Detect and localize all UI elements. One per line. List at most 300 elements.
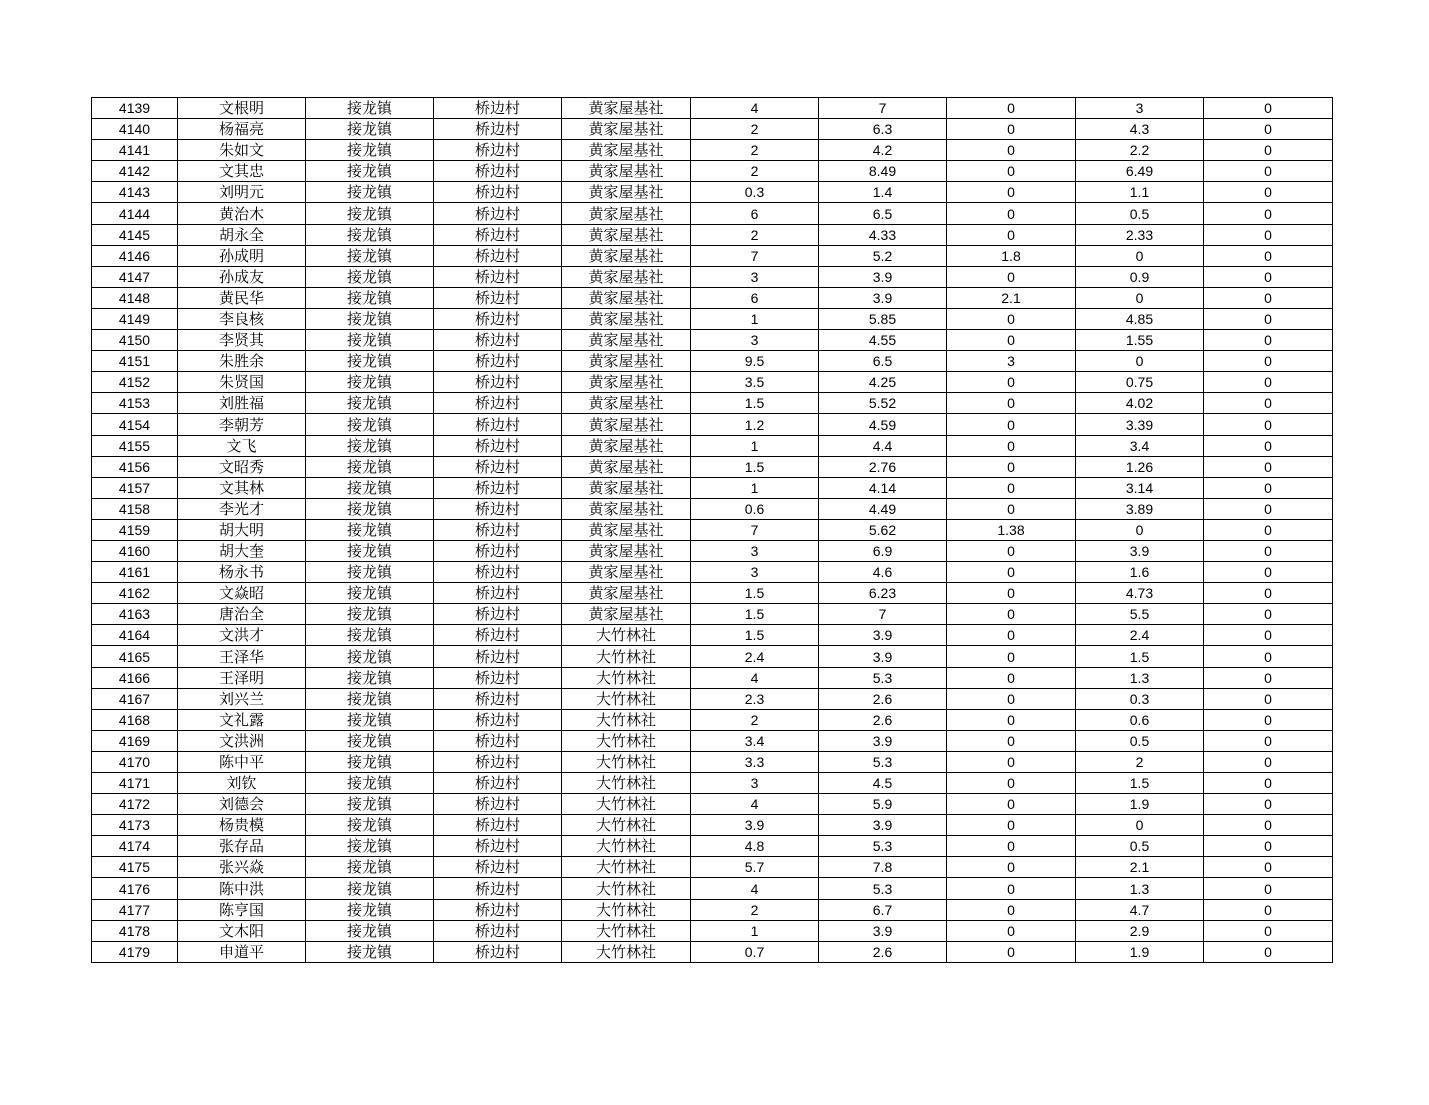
town-cell: 接龙镇 <box>306 414 434 435</box>
value-cell-4: 3.14 <box>1076 477 1204 498</box>
name-cell: 文礼露 <box>178 709 306 730</box>
town-cell: 接龙镇 <box>306 245 434 266</box>
data-table <box>91 97 1333 963</box>
town-cell: 接龙镇 <box>306 140 434 161</box>
value-cell-1: 7 <box>691 245 819 266</box>
village-cell: 桥边村 <box>434 203 562 224</box>
value-cell-1: 3.4 <box>691 730 819 751</box>
value-cell-4: 5.5 <box>1076 604 1204 625</box>
value-cell-3: 1.8 <box>947 245 1076 266</box>
id-cell: 4141 <box>92 140 178 161</box>
value-cell-5: 0 <box>1204 540 1333 561</box>
village-cell: 桥边村 <box>434 836 562 857</box>
value-cell-5: 0 <box>1204 899 1333 920</box>
value-cell-4: 2 <box>1076 751 1204 772</box>
name-cell: 刘钦 <box>178 773 306 794</box>
value-cell-2: 3.9 <box>819 646 947 667</box>
name-cell: 文根明 <box>178 98 306 119</box>
name-cell: 张兴焱 <box>178 857 306 878</box>
village-cell: 桥边村 <box>434 498 562 519</box>
value-cell-2: 5.2 <box>819 245 947 266</box>
value-cell-3: 0 <box>947 688 1076 709</box>
village-cell: 桥边村 <box>434 287 562 308</box>
table-row <box>92 182 1333 203</box>
value-cell-2: 4.33 <box>819 224 947 245</box>
table-row <box>92 604 1333 625</box>
table-row <box>92 456 1333 477</box>
value-cell-5: 0 <box>1204 730 1333 751</box>
village-cell: 桥边村 <box>434 393 562 414</box>
table-row <box>92 266 1333 287</box>
value-cell-1: 3 <box>691 773 819 794</box>
village-cell: 桥边村 <box>434 519 562 540</box>
table-row <box>92 836 1333 857</box>
name-cell: 张存品 <box>178 836 306 857</box>
table-row <box>92 351 1333 372</box>
id-cell: 4148 <box>92 287 178 308</box>
group-cell: 大竹林社 <box>562 815 691 836</box>
id-cell: 4178 <box>92 920 178 941</box>
value-cell-2: 4.2 <box>819 140 947 161</box>
value-cell-4: 2.9 <box>1076 920 1204 941</box>
table-row <box>92 477 1333 498</box>
table-row <box>92 625 1333 646</box>
value-cell-3: 0 <box>947 773 1076 794</box>
table-row <box>92 203 1333 224</box>
group-cell: 大竹林社 <box>562 730 691 751</box>
value-cell-5: 0 <box>1204 562 1333 583</box>
value-cell-5: 0 <box>1204 709 1333 730</box>
town-cell: 接龙镇 <box>306 625 434 646</box>
village-cell: 桥边村 <box>434 646 562 667</box>
group-cell: 黄家屋基社 <box>562 203 691 224</box>
id-cell: 4169 <box>92 730 178 751</box>
value-cell-3: 0 <box>947 709 1076 730</box>
value-cell-3: 0 <box>947 498 1076 519</box>
value-cell-1: 4 <box>691 878 819 899</box>
value-cell-1: 2 <box>691 709 819 730</box>
name-cell: 刘兴兰 <box>178 688 306 709</box>
value-cell-1: 1.2 <box>691 414 819 435</box>
village-cell: 桥边村 <box>434 751 562 772</box>
group-cell: 黄家屋基社 <box>562 161 691 182</box>
value-cell-4: 0 <box>1076 287 1204 308</box>
village-cell: 桥边村 <box>434 625 562 646</box>
value-cell-4: 1.3 <box>1076 667 1204 688</box>
id-cell: 4161 <box>92 562 178 583</box>
group-cell: 黄家屋基社 <box>562 308 691 329</box>
group-cell: 黄家屋基社 <box>562 98 691 119</box>
value-cell-3: 0 <box>947 224 1076 245</box>
value-cell-1: 7 <box>691 519 819 540</box>
group-cell: 黄家屋基社 <box>562 287 691 308</box>
name-cell: 李贤其 <box>178 330 306 351</box>
value-cell-3: 0 <box>947 604 1076 625</box>
value-cell-2: 6.7 <box>819 899 947 920</box>
id-cell: 4168 <box>92 709 178 730</box>
group-cell: 黄家屋基社 <box>562 224 691 245</box>
group-cell: 黄家屋基社 <box>562 182 691 203</box>
value-cell-5: 0 <box>1204 203 1333 224</box>
id-cell: 4158 <box>92 498 178 519</box>
value-cell-2: 3.9 <box>819 287 947 308</box>
value-cell-1: 5.7 <box>691 857 819 878</box>
value-cell-4: 4.7 <box>1076 899 1204 920</box>
value-cell-3: 0 <box>947 435 1076 456</box>
table-row <box>92 393 1333 414</box>
village-cell: 桥边村 <box>434 224 562 245</box>
name-cell: 朱胜余 <box>178 351 306 372</box>
value-cell-2: 4.25 <box>819 372 947 393</box>
table-row <box>92 498 1333 519</box>
village-cell: 桥边村 <box>434 730 562 751</box>
town-cell: 接龙镇 <box>306 287 434 308</box>
table-row <box>92 815 1333 836</box>
value-cell-4: 4.73 <box>1076 583 1204 604</box>
name-cell: 朱如文 <box>178 140 306 161</box>
value-cell-1: 1.5 <box>691 625 819 646</box>
value-cell-5: 0 <box>1204 878 1333 899</box>
group-cell: 黄家屋基社 <box>562 330 691 351</box>
value-cell-5: 0 <box>1204 224 1333 245</box>
value-cell-3: 0 <box>947 308 1076 329</box>
town-cell: 接龙镇 <box>306 266 434 287</box>
id-cell: 4167 <box>92 688 178 709</box>
village-cell: 桥边村 <box>434 773 562 794</box>
value-cell-3: 0 <box>947 372 1076 393</box>
value-cell-3: 0 <box>947 161 1076 182</box>
id-cell: 4151 <box>92 351 178 372</box>
id-cell: 4170 <box>92 751 178 772</box>
value-cell-5: 0 <box>1204 815 1333 836</box>
group-cell: 黄家屋基社 <box>562 456 691 477</box>
village-cell: 桥边村 <box>434 477 562 498</box>
id-cell: 4153 <box>92 393 178 414</box>
id-cell: 4160 <box>92 540 178 561</box>
value-cell-1: 2 <box>691 140 819 161</box>
table-row <box>92 583 1333 604</box>
value-cell-2: 8.49 <box>819 161 947 182</box>
value-cell-4: 0 <box>1076 245 1204 266</box>
value-cell-2: 4.55 <box>819 330 947 351</box>
value-cell-2: 5.85 <box>819 308 947 329</box>
value-cell-1: 3.3 <box>691 751 819 772</box>
table-row <box>92 751 1333 772</box>
value-cell-2: 3.9 <box>819 625 947 646</box>
table-row <box>92 414 1333 435</box>
town-cell: 接龙镇 <box>306 730 434 751</box>
town-cell: 接龙镇 <box>306 562 434 583</box>
town-cell: 接龙镇 <box>306 372 434 393</box>
id-cell: 4164 <box>92 625 178 646</box>
value-cell-3: 0 <box>947 941 1076 962</box>
table-row <box>92 941 1333 962</box>
table-row <box>92 899 1333 920</box>
value-cell-5: 0 <box>1204 140 1333 161</box>
id-cell: 4163 <box>92 604 178 625</box>
value-cell-5: 0 <box>1204 119 1333 140</box>
value-cell-2: 3.9 <box>819 730 947 751</box>
value-cell-4: 1.6 <box>1076 562 1204 583</box>
name-cell: 王泽明 <box>178 667 306 688</box>
town-cell: 接龙镇 <box>306 751 434 772</box>
value-cell-2: 5.9 <box>819 794 947 815</box>
name-cell: 申道平 <box>178 941 306 962</box>
id-cell: 4146 <box>92 245 178 266</box>
value-cell-4: 4.85 <box>1076 308 1204 329</box>
value-cell-1: 2.4 <box>691 646 819 667</box>
value-cell-3: 0 <box>947 203 1076 224</box>
value-cell-2: 7 <box>819 98 947 119</box>
village-cell: 桥边村 <box>434 941 562 962</box>
value-cell-2: 4.4 <box>819 435 947 456</box>
value-cell-5: 0 <box>1204 751 1333 772</box>
value-cell-3: 0 <box>947 140 1076 161</box>
value-cell-3: 0 <box>947 540 1076 561</box>
value-cell-4: 3.4 <box>1076 435 1204 456</box>
value-cell-1: 2 <box>691 899 819 920</box>
value-cell-1: 3.9 <box>691 815 819 836</box>
table-row <box>92 98 1333 119</box>
id-cell: 4177 <box>92 899 178 920</box>
table-row <box>92 794 1333 815</box>
id-cell: 4175 <box>92 857 178 878</box>
town-cell: 接龙镇 <box>306 878 434 899</box>
group-cell: 大竹林社 <box>562 878 691 899</box>
value-cell-2: 6.23 <box>819 583 947 604</box>
group-cell: 大竹林社 <box>562 688 691 709</box>
value-cell-2: 5.62 <box>819 519 947 540</box>
value-cell-2: 5.3 <box>819 751 947 772</box>
village-cell: 桥边村 <box>434 456 562 477</box>
value-cell-2: 5.52 <box>819 393 947 414</box>
value-cell-1: 3 <box>691 266 819 287</box>
table-row <box>92 435 1333 456</box>
village-cell: 桥边村 <box>434 414 562 435</box>
value-cell-3: 0 <box>947 98 1076 119</box>
value-cell-1: 3 <box>691 562 819 583</box>
value-cell-3: 0 <box>947 330 1076 351</box>
table-row <box>92 519 1333 540</box>
village-cell: 桥边村 <box>434 372 562 393</box>
town-cell: 接龙镇 <box>306 941 434 962</box>
village-cell: 桥边村 <box>434 562 562 583</box>
name-cell: 唐治全 <box>178 604 306 625</box>
value-cell-5: 0 <box>1204 920 1333 941</box>
group-cell: 黄家屋基社 <box>562 245 691 266</box>
value-cell-2: 3.9 <box>819 920 947 941</box>
village-cell: 桥边村 <box>434 161 562 182</box>
value-cell-4: 2.33 <box>1076 224 1204 245</box>
value-cell-4: 3 <box>1076 98 1204 119</box>
value-cell-1: 1.5 <box>691 583 819 604</box>
value-cell-4: 4.3 <box>1076 119 1204 140</box>
town-cell: 接龙镇 <box>306 836 434 857</box>
id-cell: 4173 <box>92 815 178 836</box>
value-cell-2: 6.9 <box>819 540 947 561</box>
village-cell: 桥边村 <box>434 435 562 456</box>
town-cell: 接龙镇 <box>306 98 434 119</box>
value-cell-5: 0 <box>1204 161 1333 182</box>
value-cell-2: 6.5 <box>819 203 947 224</box>
id-cell: 4144 <box>92 203 178 224</box>
value-cell-1: 2 <box>691 119 819 140</box>
village-cell: 桥边村 <box>434 878 562 899</box>
value-cell-5: 0 <box>1204 646 1333 667</box>
value-cell-5: 0 <box>1204 941 1333 962</box>
value-cell-5: 0 <box>1204 519 1333 540</box>
village-cell: 桥边村 <box>434 604 562 625</box>
value-cell-4: 6.49 <box>1076 161 1204 182</box>
group-cell: 大竹林社 <box>562 646 691 667</box>
group-cell: 黄家屋基社 <box>562 372 691 393</box>
value-cell-1: 4 <box>691 98 819 119</box>
table-row <box>92 688 1333 709</box>
name-cell: 陈亨国 <box>178 899 306 920</box>
group-cell: 大竹林社 <box>562 667 691 688</box>
value-cell-5: 0 <box>1204 667 1333 688</box>
value-cell-3: 0 <box>947 667 1076 688</box>
table-row <box>92 119 1333 140</box>
village-cell: 桥边村 <box>434 119 562 140</box>
group-cell: 大竹林社 <box>562 899 691 920</box>
village-cell: 桥边村 <box>434 140 562 161</box>
value-cell-3: 0 <box>947 857 1076 878</box>
value-cell-3: 0 <box>947 562 1076 583</box>
group-cell: 大竹林社 <box>562 941 691 962</box>
town-cell: 接龙镇 <box>306 604 434 625</box>
value-cell-4: 0.6 <box>1076 709 1204 730</box>
value-cell-5: 0 <box>1204 836 1333 857</box>
name-cell: 文焱昭 <box>178 583 306 604</box>
name-cell: 陈中洪 <box>178 878 306 899</box>
value-cell-1: 3.5 <box>691 372 819 393</box>
village-cell: 桥边村 <box>434 583 562 604</box>
group-cell: 黄家屋基社 <box>562 540 691 561</box>
name-cell: 文其林 <box>178 477 306 498</box>
value-cell-1: 0.6 <box>691 498 819 519</box>
value-cell-3: 0 <box>947 836 1076 857</box>
value-cell-2: 4.49 <box>819 498 947 519</box>
table-row <box>92 245 1333 266</box>
town-cell: 接龙镇 <box>306 435 434 456</box>
value-cell-5: 0 <box>1204 308 1333 329</box>
table-row <box>92 224 1333 245</box>
value-cell-4: 2.1 <box>1076 857 1204 878</box>
id-cell: 4140 <box>92 119 178 140</box>
value-cell-1: 3 <box>691 330 819 351</box>
value-cell-2: 2.6 <box>819 688 947 709</box>
value-cell-5: 0 <box>1204 245 1333 266</box>
town-cell: 接龙镇 <box>306 477 434 498</box>
name-cell: 杨贵模 <box>178 815 306 836</box>
village-cell: 桥边村 <box>434 351 562 372</box>
value-cell-3: 0 <box>947 182 1076 203</box>
value-cell-1: 4 <box>691 794 819 815</box>
town-cell: 接龙镇 <box>306 646 434 667</box>
village-cell: 桥边村 <box>434 899 562 920</box>
id-cell: 4143 <box>92 182 178 203</box>
value-cell-4: 1.9 <box>1076 941 1204 962</box>
town-cell: 接龙镇 <box>306 899 434 920</box>
name-cell: 胡永全 <box>178 224 306 245</box>
value-cell-2: 3.9 <box>819 266 947 287</box>
value-cell-3: 0 <box>947 456 1076 477</box>
value-cell-5: 0 <box>1204 773 1333 794</box>
value-cell-5: 0 <box>1204 456 1333 477</box>
value-cell-3: 0 <box>947 920 1076 941</box>
value-cell-4: 1.55 <box>1076 330 1204 351</box>
value-cell-4: 2.2 <box>1076 140 1204 161</box>
name-cell: 胡大奎 <box>178 540 306 561</box>
town-cell: 接龙镇 <box>306 182 434 203</box>
value-cell-3: 0 <box>947 751 1076 772</box>
value-cell-1: 1 <box>691 308 819 329</box>
value-cell-3: 3 <box>947 351 1076 372</box>
value-cell-1: 2 <box>691 224 819 245</box>
name-cell: 李朝芳 <box>178 414 306 435</box>
table-row <box>92 646 1333 667</box>
group-cell: 黄家屋基社 <box>562 562 691 583</box>
value-cell-4: 0.5 <box>1076 203 1204 224</box>
group-cell: 大竹林社 <box>562 751 691 772</box>
value-cell-1: 4 <box>691 667 819 688</box>
table-row <box>92 287 1333 308</box>
name-cell: 陈中平 <box>178 751 306 772</box>
value-cell-3: 0 <box>947 477 1076 498</box>
value-cell-1: 1.5 <box>691 393 819 414</box>
table-row <box>92 878 1333 899</box>
name-cell: 王泽华 <box>178 646 306 667</box>
group-cell: 大竹林社 <box>562 794 691 815</box>
value-cell-2: 3.9 <box>819 815 947 836</box>
village-cell: 桥边村 <box>434 182 562 203</box>
value-cell-2: 7.8 <box>819 857 947 878</box>
id-cell: 4150 <box>92 330 178 351</box>
group-cell: 黄家屋基社 <box>562 414 691 435</box>
id-cell: 4147 <box>92 266 178 287</box>
village-cell: 桥边村 <box>434 308 562 329</box>
value-cell-3: 0 <box>947 625 1076 646</box>
name-cell: 刘明元 <box>178 182 306 203</box>
village-cell: 桥边村 <box>434 540 562 561</box>
name-cell: 文木阳 <box>178 920 306 941</box>
value-cell-3: 0 <box>947 899 1076 920</box>
name-cell: 孙成明 <box>178 245 306 266</box>
id-cell: 4171 <box>92 773 178 794</box>
group-cell: 黄家屋基社 <box>562 519 691 540</box>
id-cell: 4142 <box>92 161 178 182</box>
town-cell: 接龙镇 <box>306 773 434 794</box>
name-cell: 杨福亮 <box>178 119 306 140</box>
value-cell-4: 3.89 <box>1076 498 1204 519</box>
name-cell: 文洪才 <box>178 625 306 646</box>
group-cell: 大竹林社 <box>562 773 691 794</box>
table-row <box>92 330 1333 351</box>
town-cell: 接龙镇 <box>306 857 434 878</box>
id-cell: 4139 <box>92 98 178 119</box>
table-row <box>92 562 1333 583</box>
value-cell-5: 0 <box>1204 98 1333 119</box>
village-cell: 桥边村 <box>434 857 562 878</box>
town-cell: 接龙镇 <box>306 351 434 372</box>
name-cell: 杨永书 <box>178 562 306 583</box>
value-cell-4: 0.75 <box>1076 372 1204 393</box>
group-cell: 大竹林社 <box>562 836 691 857</box>
group-cell: 黄家屋基社 <box>562 583 691 604</box>
group-cell: 黄家屋基社 <box>562 351 691 372</box>
value-cell-2: 5.3 <box>819 878 947 899</box>
